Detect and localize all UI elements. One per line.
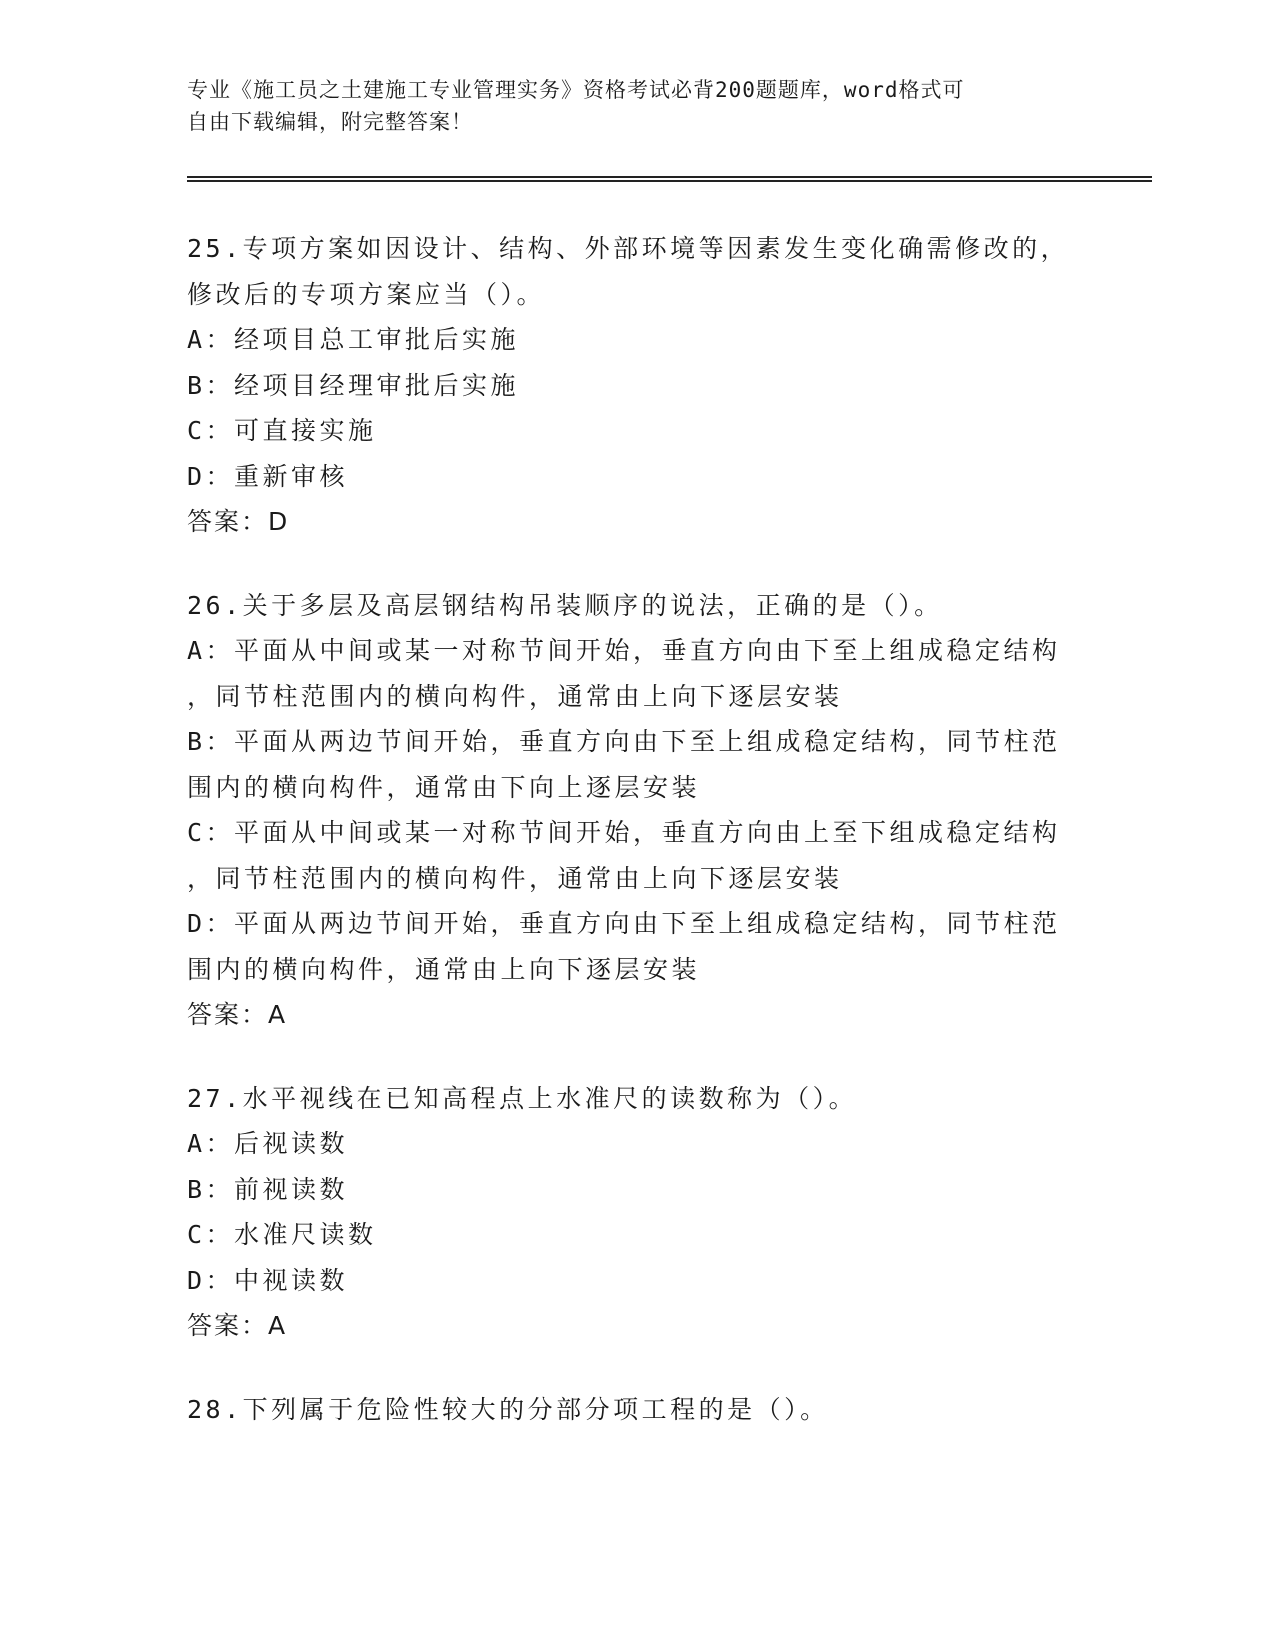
question-list [187, 226, 1087, 1470]
question-27 [187, 1076, 1087, 1349]
question-25 [187, 226, 1087, 545]
option-d: D：重新审核 [187, 461, 349, 491]
question-text-line: 27.水平视线在已知高程点上水准尺的读数称为（）。 [187, 1083, 858, 1113]
option-b: B：平面从两边节间开始，垂直方向由下至上组成稳定结构，同节柱范 [187, 727, 1061, 756]
option-d-continued: 围内的横向构件，通常由上向下逐层安装 [187, 954, 701, 984]
answer-line: 答案：A [187, 1311, 288, 1340]
option-a: A：后视读数 [187, 1129, 349, 1158]
option-b: B：前视读数 [187, 1174, 349, 1204]
option-d: D：平面从两边节间开始，垂直方向由下至上组成稳定结构，同节柱范 [187, 909, 1061, 938]
option-d: D：中视读数 [187, 1265, 349, 1295]
option-a: A：平面从中间或某一对称节间开始，垂直方向由下至上组成稳定结构 [187, 636, 1061, 665]
question-26 [187, 583, 1087, 1038]
option-c: C：平面从中间或某一对称节间开始，垂直方向由上至下组成稳定结构 [187, 818, 1061, 847]
header-title-line-2: 自由下载编辑，附完整答案！ [187, 110, 473, 134]
option-c-continued: ，同节柱范围内的横向构件，通常由上向下逐层安装 [187, 863, 843, 893]
option-a: A：经项目总工审批后实施 [187, 325, 520, 354]
question-text-line: 25.专项方案如因设计、结构、外部环境等因素发生变化确需修改的， [187, 234, 1070, 263]
question-28 [187, 1387, 1087, 1433]
question-text-line: 28.下列属于危险性较大的分部分项工程的是（）。 [187, 1394, 829, 1424]
header-divider [187, 176, 1152, 181]
option-a-continued: ，同节柱范围内的横向构件，通常由上向下逐层安装 [187, 681, 843, 711]
document-header [187, 74, 1067, 138]
option-c: C：水准尺读数 [187, 1220, 377, 1249]
question-text-line: 修改后的专项方案应当（）。 [187, 279, 546, 309]
question-text-line: 26.关于多层及高层钢结构吊装顺序的说法，正确的是（）。 [187, 590, 943, 620]
header-title-line-1: 专业《施工员之土建施工专业管理实务》资格考试必背200题题库，word格式可 [187, 78, 965, 102]
option-b: B：经项目经理审批后实施 [187, 370, 520, 400]
option-c: C：可直接实施 [187, 416, 377, 445]
answer-line: 答案：D [187, 507, 290, 536]
answer-line: 答案：A [187, 1000, 288, 1029]
option-b-continued: 围内的横向构件，通常由下向上逐层安装 [187, 772, 701, 802]
